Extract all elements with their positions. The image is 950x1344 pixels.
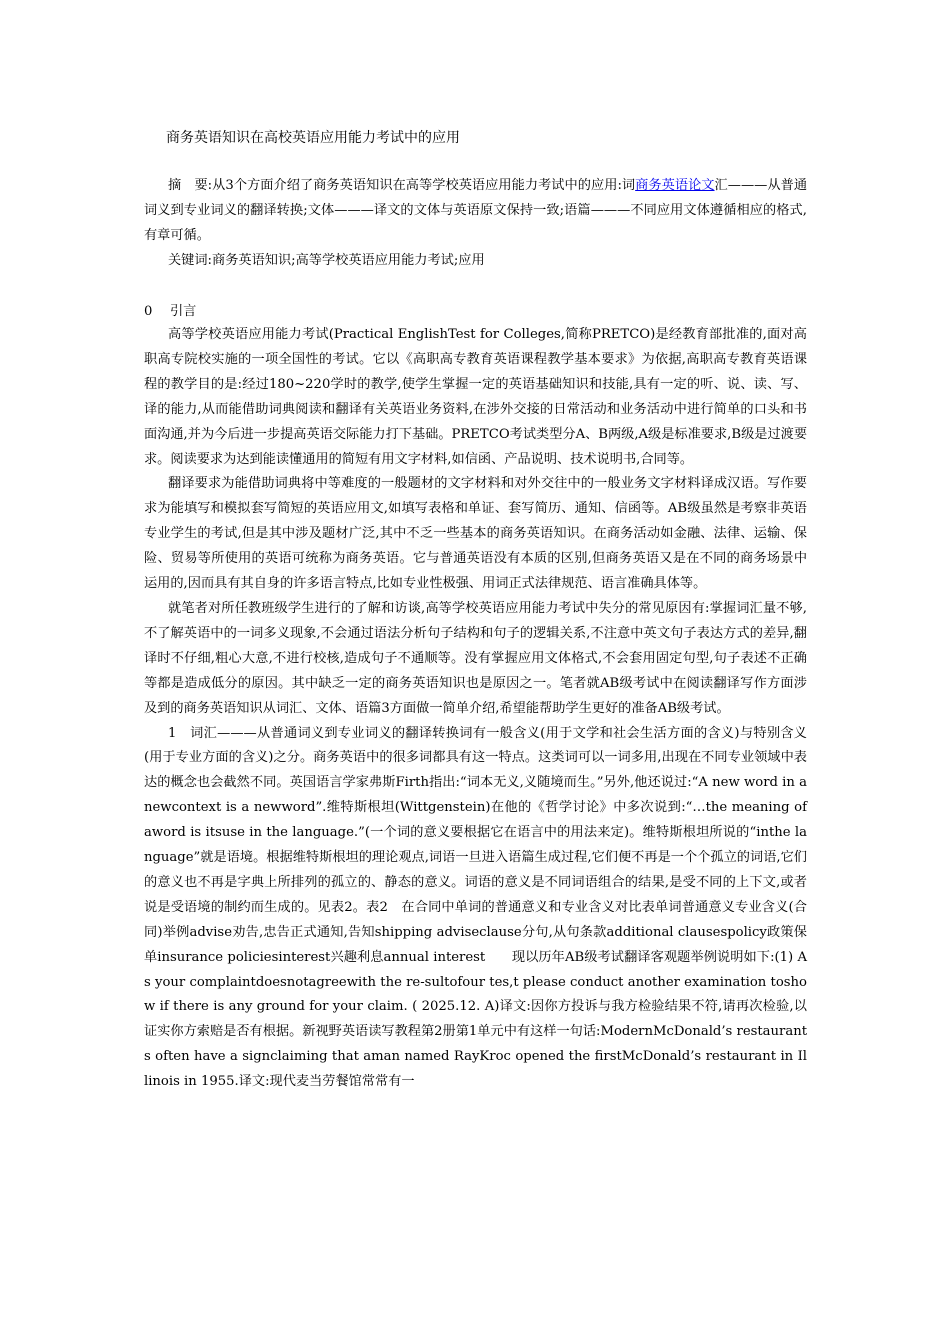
- abstract-label: 摘 要:: [168, 178, 213, 193]
- paragraph-3: 就笔者对所任教班级学生进行的了解和访谈,高等学校英语应用能力考试中失分的常见原因有:掌握词汇量不够,不了解英语中的一词多义现象,不会通过语法分析句子结构和句子的逻辑关系,不注意中英文句子表达方式的差异,翻译时不仔细,粗心大意,不进行校核,造成句子不通顺等。没有掌握应用文体格式,不会套用固定句型,句子表述不正确等都是造成低分的原因。其中缺乏一定的商务英语知识也是原因之一。笔者就AB级考试中在阅读翻译写作方面涉及到的商务英语知识从词汇、文体、语篇3方面做一简单介绍,希望能帮助学生更好的准备AB级考试。: [144, 600, 807, 716]
- business-english-paper-link[interactable]: 商务英语论文: [635, 178, 715, 193]
- section-title: 引言: [170, 304, 197, 319]
- body-text: [144, 323, 807, 1095]
- paragraph-2: 翻译要求为能借助词典将中等难度的一般题材的文字材料和对外交往中的一般业务文字材料译成汉语。写作要求为能填写和模拟套写简短的英语应用文,如填写表格和单证、套写简历、通知、信函等。AB级虽然是考察非英语专业学生的考试,但是其中涉及题材广泛,其中不乏一些基本的商务英语知识。在商务活动如金融、法律、运输、保险、贸易等所使用的英语可统称为商务英语。它与普通英语没有本质的区别,但商务英语又是在不同的商务场景中运用的,因而具有其自身的许多语言特点,比如专业性极强、用词正式法律规范、语言准确具体等。: [144, 476, 807, 592]
- keywords: 关键词:商务英语知识;高等学校英语应用能力考试;应用: [168, 253, 485, 268]
- abstract-text-continued: 汇———从普通词义到专业词义的翻译转换;文体———译文的文体与英语原文保持一致;语篇———不同应用文体遵循相应的格式,有章可循。: [144, 178, 808, 243]
- abstract: [144, 174, 807, 249]
- section-number: 0: [144, 304, 153, 319]
- abstract-text: 从3个方面介绍了商务英语知识在高等学校英语应用能力考试中的应用:词: [212, 178, 636, 193]
- paragraph-4: 1 词汇———从普通词义到专业词义的翻译转换词有一般含义(用于文学和社会生活方面的含义)与特别含义(用于专业方面的含义)之分。商务英语中的很多词都具有这一特点。这类词可以一词多用,出现在不同专业领域中表达的概念也会截然不同。英国语言学家弗斯Firth指出:“词本无义,义随境而生。”另外,他还说过:“A new word in a newcontext is a newword”.维特斯根坦(Wittgenstein)在他的《哲学讨论》中多次说到:“…the meaning of aword is itsuse in the language.”(一个词的意义要根据它在语言中的用法来定)。维特斯根坦所说的“inthe language”就是语境。根据维特斯根坦的理论观点,词语一旦进入语篇生成过程,它们便不再是一个个孤立的词语,它们的意义也不再是字典上所排列的孤立的、静态的意义。词语的意义是不同词语组合的结果,是受不同的上下文,或者说是受语境的制约而生成的。见表2。表2 在合同中单词的普通意义和专业含义对比表单词普通意义专业含义(合同)举例advise劝告,忠告正式通知,告知shipping adviseclause分句,从句条款additional clausespolicy政策保单insurance policiesinterest兴趣利息annual interest 现以历年AB级考试翻译客观题举例说明如下:(1) As your complaintdoesnotagreewith the re-sultofour tes,t please conduct another examination toshow if there is any ground for your claim. ( 2025.12. A)译文:因你方投诉与我方检验结果不符,请再次检验,以证实你方索赔是否有根据。新视野英语读写教程第2册第1单元中有这样一句话:ModernMcDonald’s restaurants often have a signclaiming that aman named RayKroc opened the firstMcDonald’s restaurant in Illinois in 1955.译文:现代麦当劳餐馆常常有一: [144, 725, 807, 1090]
- document-title: 商务英语知识在高校英语应用能力考试中的应用: [166, 130, 460, 146]
- section-heading: [144, 300, 196, 325]
- paragraph-1: 高等学校英语应用能力考试(Practical EnglishTest for Colleges,简称PRETCO)是经教育部批准的,面对高职高专院校实施的一项全国性的考试。它以《高职高专教育英语课程教学基本要求》为依据,高职高专教育英语课程的教学目的是:经过180~220学时的教学,使学生掌握一定的英语基础知识和技能,具有一定的听、说、读、写、译的能力,从而能借助词典阅读和翻译有关英语业务资料,在涉外交接的日常活动和业务活动中进行简单的口头和书面沟通,并为今后进一步提高英语交际能力打下基础。PRETCO考试类型分A、B两级,A级是标准要求,B级是过渡要求。阅读要求为达到能读懂通用的简短有用文字材料,如信函、产品说明、技术说明书,合同等。: [144, 327, 808, 467]
